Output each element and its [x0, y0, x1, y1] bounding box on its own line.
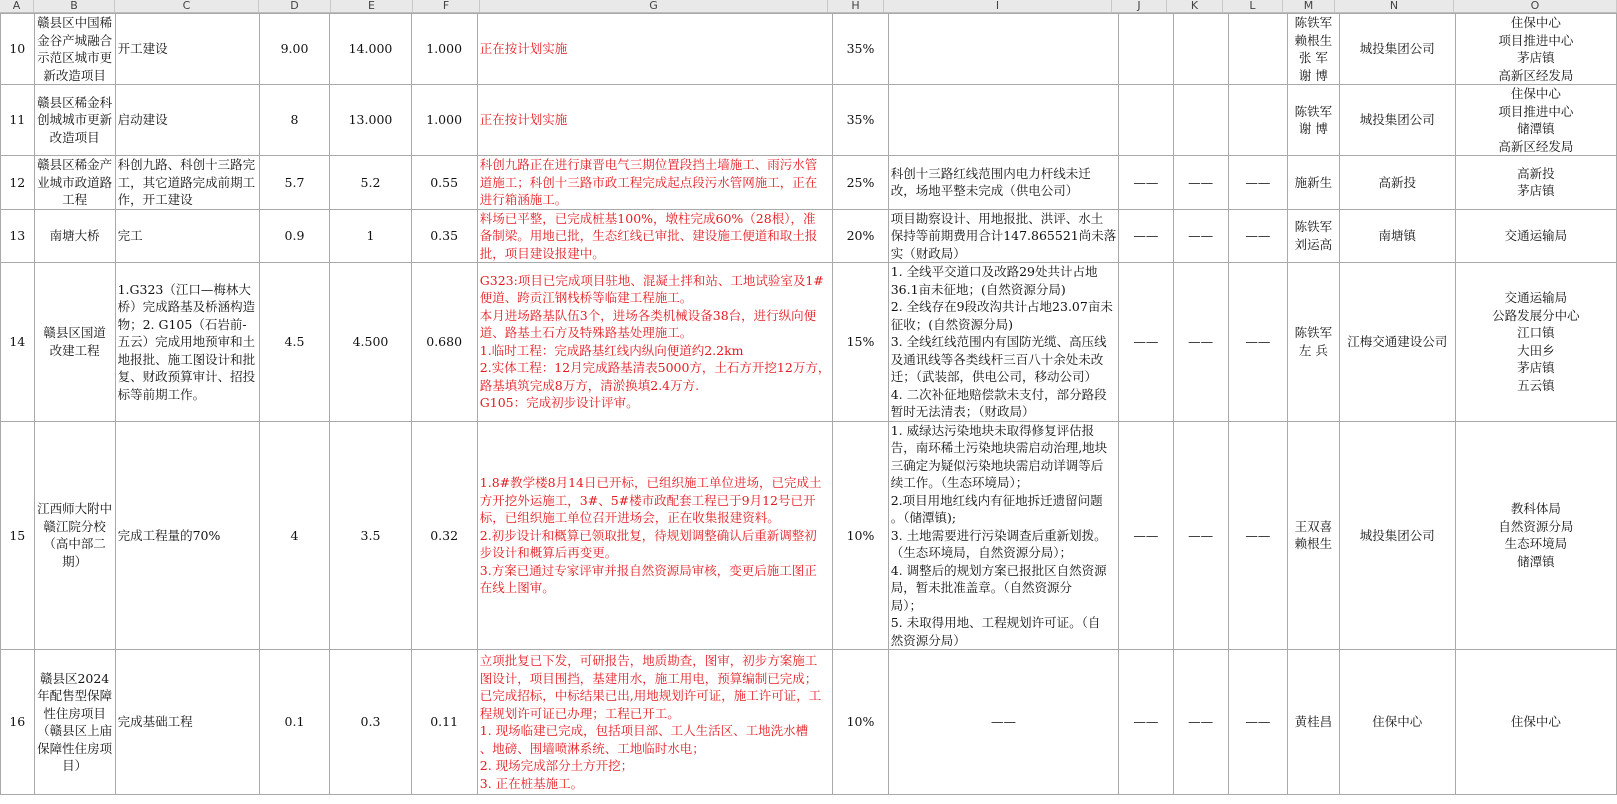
cell-coop-depts-line: 高新区经发局 — [1498, 67, 1574, 83]
cell-progress-line: 道、路基土石方及特殊路基处理施工。 — [479, 325, 693, 341]
cell-issues[interactable] — [888, 209, 1119, 263]
cell-coop-depts-line: 住保中心 — [1510, 86, 1561, 101]
cell-col-k[interactable]: —— — [1173, 421, 1228, 650]
table-row — [1, 14, 1617, 85]
cell-progress-line: 程规划许可证已办理；工程已开工。 — [479, 705, 680, 721]
cell-total-investment[interactable]: 4.5 — [259, 263, 330, 422]
cell-issues-line: 2. 全线存在9段改沟共计占地23.07亩未 — [890, 299, 1113, 314]
cell-col-j[interactable]: —— — [1119, 421, 1173, 650]
cell-project-name-line: 改造项目 — [49, 129, 100, 145]
cell-annual-goal[interactable] — [115, 85, 259, 156]
cell-leaders-line: 陈铁军 — [1294, 15, 1333, 30]
table-row — [1, 209, 1617, 263]
cell-progress-line: 进行箱涵施工。 — [479, 192, 568, 207]
column-header-n[interactable]: N — [1335, 0, 1454, 12]
cell-coop-depts-line: 生态环境局 — [1504, 536, 1568, 552]
cell-col-l[interactable]: —— — [1228, 209, 1287, 263]
column-header-g[interactable]: G — [480, 0, 828, 12]
cell-issues-line: 4. 调整后的规划方案已报批区自然资源 — [890, 562, 1107, 578]
cell-progress-line: 1.8#教学楼8月14日已开标，已组织施工单位进场，已完成土 — [479, 475, 822, 490]
cell-progress-line: 正在按计划实施 — [479, 112, 568, 128]
column-header-i[interactable]: I — [884, 0, 1112, 12]
cell-completed-investment[interactable]: 0.680 — [411, 263, 477, 422]
table-row — [1, 85, 1617, 156]
cell-coop-depts-line: 大田乡 — [1517, 342, 1555, 358]
cell-project-name-line: 年配售型保障 — [37, 688, 113, 703]
cell-issues-line: 36.1亩未征地；(自然资源分局) — [890, 281, 1066, 297]
cell-col-j[interactable]: —— — [1119, 209, 1173, 263]
cell-annual-plan[interactable]: 3.5 — [330, 421, 411, 650]
cell-coop-depts-line: 住保中心 — [1510, 15, 1561, 30]
cell-responsible-unit[interactable]: 城投集团公司 — [1339, 421, 1455, 650]
cell-progress[interactable] — [477, 14, 833, 85]
cell-issues-line: 迁；（武装部，供电公司，移动公司） — [890, 369, 1097, 384]
cell-issues-line: 保持等前期费用合计147.865521尚未落 — [890, 228, 1117, 243]
cell-progress-line: G323:项目已完成项目驻地、混凝土拌和站、工地试验室及1# — [479, 272, 824, 288]
cell-leaders[interactable] — [1287, 263, 1339, 422]
cell-coop-depts[interactable] — [1455, 263, 1616, 422]
column-header-f[interactable]: F — [413, 0, 480, 12]
cell-project-name-line: （赣县区上庙 — [37, 723, 113, 738]
cell-progress-line: 方开挖外运施工，3#、5#楼市政配套工程已于9月12号已开 — [479, 492, 816, 508]
column-header-m[interactable]: M — [1283, 0, 1335, 12]
cell-annual-goal[interactable] — [115, 209, 259, 263]
column-header-b[interactable]: B — [34, 0, 115, 12]
cell-progress[interactable] — [477, 421, 833, 650]
cell-row-number[interactable]: 16 — [1, 650, 35, 795]
cell-coop-depts-line: 交通运输局 — [1504, 228, 1568, 243]
cell-completed-investment[interactable]: 1.000 — [411, 14, 477, 85]
cell-percent[interactable]: 35% — [833, 85, 888, 156]
cell-annual-plan[interactable]: 0.3 — [330, 650, 411, 795]
column-header-o[interactable]: O — [1454, 0, 1617, 12]
cell-coop-depts[interactable] — [1455, 156, 1616, 210]
cell-annual-goal[interactable] — [115, 263, 259, 422]
cell-annual-goal-line: 标等前期工作。 — [117, 386, 206, 402]
cell-progress-line: 1.临时工程：完成路基红线内纵向便道约2.2km — [479, 342, 744, 358]
cell-coop-depts-line: 项目推进中心 — [1498, 103, 1574, 119]
column-header-j[interactable]: J — [1112, 0, 1167, 12]
cell-leaders[interactable] — [1287, 85, 1339, 156]
cell-progress-line: 本月进场路基队伍3个，进场各类机械设备38台，进行纵向便 — [479, 307, 817, 323]
cell-project-name[interactable] — [34, 14, 115, 85]
cell-coop-depts-line: 五云镇 — [1517, 377, 1555, 393]
cell-progress-line: 1. 现场临建已完成，包括项目部、工人生活区、工地洗水槽 — [479, 723, 809, 738]
cell-coop-depts-line: 高新区经发局 — [1498, 138, 1574, 154]
cell-annual-goal-line: 物；2. G105（石岩前- — [117, 316, 247, 332]
cell-progress-line: 、地磅、围墙喷淋系统、工地临时水电； — [479, 740, 705, 756]
cell-leaders-line: 赖根生 — [1294, 32, 1333, 48]
cell-project-name-line: 期） — [62, 553, 88, 569]
cell-annual-goal-line: 开工建设 — [117, 41, 168, 57]
cell-coop-depts-line: 教科体局 — [1510, 501, 1561, 517]
cell-progress[interactable] — [477, 156, 833, 210]
cell-leaders[interactable] — [1287, 650, 1339, 795]
cell-leaders-line: 刘运高 — [1294, 236, 1333, 252]
cell-progress[interactable] — [477, 209, 833, 263]
cell-progress-line: 备制梁。用地已批，生态红线已审批、建设施工便道和取土报 — [479, 228, 818, 243]
cell-project-name-line: 业城市政道路 — [37, 174, 113, 190]
cell-leaders-line: 陈铁军 — [1294, 325, 1333, 341]
column-header-c[interactable]: C — [115, 0, 259, 12]
cell-project-name-line: 江西师大附中 — [37, 501, 113, 517]
cell-issues[interactable] — [888, 421, 1119, 650]
cell-progress[interactable] — [477, 85, 833, 156]
cell-project-name-line: 示范区城市更 — [37, 50, 113, 65]
cell-completed-investment[interactable]: 0.11 — [411, 650, 477, 795]
cell-coop-depts-line: 项目推进中心 — [1498, 32, 1574, 48]
cell-leaders-line: 施新生 — [1294, 174, 1333, 190]
cell-col-l[interactable]: —— — [1228, 156, 1287, 210]
cell-total-investment[interactable]: 5.7 — [259, 156, 330, 210]
cell-col-k[interactable]: —— — [1173, 650, 1228, 795]
cell-percent[interactable]: 10% — [833, 421, 888, 650]
cell-leaders-line: 左 兵 — [1298, 342, 1328, 358]
cell-progress-line: 2.初步设计和概算已领取批复，待规划调整确认后重新调整初 — [479, 527, 817, 543]
cell-issues-line: 局）； — [890, 597, 922, 613]
cell-leaders[interactable] — [1287, 209, 1339, 263]
cell-project-name-line: 赣县区中国稀 — [37, 15, 113, 30]
cell-issues-line: 然资源分局） — [890, 632, 966, 648]
cell-annual-goal[interactable] — [115, 650, 259, 795]
cell-issues-line: 续工作。（生态环境局）； — [890, 475, 1029, 490]
cell-progress-line: G105：完成初步设计评审。 — [479, 395, 639, 411]
cell-project-name-line: 工程 — [62, 192, 88, 207]
cell-percent[interactable]: 25% — [833, 156, 888, 210]
cell-leaders-line: 谢 博 — [1298, 121, 1328, 136]
cell-row-number[interactable]: 12 — [1, 156, 35, 210]
cell-progress-line: 路基填筑完成8万方，清淤换填2.4万方. — [479, 377, 700, 393]
cell-annual-goal-line: 地报批、施工图设计和批 — [117, 351, 256, 367]
cell-responsible-unit[interactable]: 城投集团公司 — [1339, 85, 1455, 156]
cell-progress-line: 科创九路正在进行康晋电气三期位置段挡土墙施工、雨污水管 — [479, 157, 818, 172]
cell-col-k[interactable]: —— — [1173, 209, 1228, 263]
table-row — [1, 650, 1617, 795]
cell-row-number[interactable]: 15 — [1, 421, 35, 650]
cell-row-number[interactable]: 13 — [1, 209, 35, 263]
cell-progress-line: 批，项目建设报建中。 — [479, 245, 605, 261]
cell-coop-depts[interactable] — [1455, 14, 1616, 85]
grid-body — [1, 14, 1617, 795]
cell-coop-depts-line: 茅店镇 — [1517, 50, 1555, 65]
column-header-e[interactable]: E — [331, 0, 413, 12]
cell-progress[interactable] — [477, 263, 833, 422]
cell-project-name-line: 赣县区2024 — [39, 670, 110, 686]
cell-project-name-line: 性住房项目 — [43, 705, 106, 721]
cell-leaders-line: 谢 博 — [1298, 67, 1328, 83]
cell-project-name[interactable] — [34, 209, 115, 263]
cell-coop-depts-line: 储潭镇 — [1517, 553, 1555, 569]
cell-col-l[interactable] — [1228, 14, 1287, 85]
cell-issues-line: 及通讯线等各类线杆三百八十余处未改 — [890, 351, 1104, 367]
cell-progress-line: 在线上图审。 — [479, 580, 555, 595]
cell-progress-line: 已完成招标，中标结果已出,用地规划许可证，施工许可证，工 — [479, 688, 822, 703]
cell-annual-goal-line: 完成工程量的70% — [117, 527, 221, 543]
cell-responsible-unit[interactable]: 江梅交通建设公司 — [1339, 263, 1455, 422]
cell-progress-line: 2. 现场完成部分土方开挖； — [479, 758, 634, 773]
cell-project-name-line: 目） — [62, 758, 88, 773]
cell-issues-line: 征收；(自然资源分局) — [890, 316, 1013, 332]
cell-annual-goal-line: 五云）完成用地预审和土 — [117, 334, 256, 349]
cell-project-name-line: 赣县区国道 — [43, 325, 106, 341]
cell-leaders[interactable] — [1287, 156, 1339, 210]
cell-project-name-line: 保障性住房项 — [37, 740, 113, 756]
column-header-l[interactable]: L — [1223, 0, 1283, 12]
cell-coop-depts[interactable] — [1455, 209, 1616, 263]
cell-row-number[interactable]: 14 — [1, 263, 35, 422]
cell-progress-line: 料场已平整，已完成桩基100%，墩柱完成60%（28根），准 — [479, 210, 816, 226]
column-header-bar — [0, 0, 1617, 13]
cell-leaders-line: 张 军 — [1298, 50, 1328, 65]
cell-issues-line: 1. 全线平交道口及改路29处共计占地 — [890, 264, 1098, 279]
cell-progress-line: 便道、跨贡江钢栈桥等临建工程施工。 — [479, 290, 693, 306]
cell-completed-investment[interactable]: 1.000 — [411, 85, 477, 156]
column-header-a[interactable]: A — [0, 0, 34, 12]
cell-annual-plan[interactable]: 14.000 — [330, 14, 411, 85]
cell-issues-line: 3. 土地需要进行污染调查后重新划拨。 — [890, 527, 1107, 543]
cell-col-j[interactable]: —— — [1119, 650, 1173, 795]
cell-issues-line: 局，暂未批准盖章。（自然资源分 — [890, 580, 1072, 595]
cell-progress-line: 3. 正在桩基施工。 — [479, 775, 584, 791]
cell-col-k[interactable] — [1173, 14, 1228, 85]
cell-leaders[interactable] — [1287, 421, 1339, 650]
cell-project-name-line: 赣县区稀金科 — [37, 94, 113, 110]
cell-annual-goal-line: 启动建设 — [117, 112, 168, 128]
cell-col-k[interactable]: —— — [1173, 263, 1228, 422]
cell-col-k[interactable] — [1173, 85, 1228, 156]
cell-coop-depts-line: 住保中心 — [1510, 714, 1561, 730]
cell-coop-depts-line: 自然资源分局 — [1498, 518, 1574, 534]
cell-annual-plan[interactable]: 13.000 — [330, 85, 411, 156]
cell-col-j[interactable] — [1119, 85, 1173, 156]
cell-annual-goal[interactable] — [115, 14, 259, 85]
cell-coop-depts-line: 茅店镇 — [1517, 183, 1555, 199]
cell-col-l[interactable]: —— — [1228, 263, 1287, 422]
cell-issues-line: 5. 未取得用地、工程规划许可证。（自 — [890, 615, 1101, 630]
cell-annual-goal-line: 桥）完成路基及桥涵构造 — [117, 299, 256, 314]
cell-percent[interactable]: 20% — [833, 209, 888, 263]
cell-project-name-line: 新改造项目 — [43, 67, 106, 83]
cell-progress-line: 图设计，项目围挡，基建用水，施工用电，预算编制已完成； — [479, 670, 818, 686]
cell-row-number[interactable]: 11 — [1, 85, 35, 156]
cell-progress-line: 步设计和概算后再变更。 — [479, 545, 618, 560]
cell-project-name-line: 赣江院分校 — [43, 518, 106, 534]
spreadsheet-grid — [0, 13, 1617, 795]
cell-completed-investment[interactable]: 0.32 — [411, 421, 477, 650]
cell-leaders-line: 陈铁军 — [1294, 219, 1333, 235]
cell-annual-goal[interactable] — [115, 156, 259, 210]
cell-percent[interactable]: 35% — [833, 14, 888, 85]
cell-leaders[interactable] — [1287, 14, 1339, 85]
cell-total-investment[interactable]: 9.00 — [259, 14, 330, 85]
cell-col-k[interactable]: —— — [1173, 156, 1228, 210]
cell-coop-depts-line: 交通运输局 — [1504, 290, 1568, 306]
cell-project-name[interactable] — [34, 650, 115, 795]
cell-col-j[interactable] — [1119, 14, 1173, 85]
cell-issues[interactable] — [888, 85, 1119, 156]
cell-percent[interactable]: 10% — [833, 650, 888, 795]
cell-progress-line: 2.实体工程：12月完成路基清表5000方，土石方开挖12万方， — [479, 360, 831, 376]
cell-project-name[interactable] — [34, 263, 115, 422]
column-header-k[interactable]: K — [1167, 0, 1223, 12]
cell-issues-line: 改，场地平整未完成（供电公司） — [890, 183, 1079, 199]
column-header-d[interactable]: D — [259, 0, 331, 12]
cell-annual-goal-line: 作，开工建设 — [117, 192, 193, 207]
cell-project-name[interactable] — [34, 156, 115, 210]
cell-annual-goal-line: 完工 — [117, 228, 143, 243]
cell-leaders-line: 陈铁军 — [1294, 103, 1333, 119]
table-row — [1, 421, 1617, 650]
cell-project-name-line: 改建工程 — [49, 342, 100, 358]
cell-coop-depts[interactable] — [1455, 650, 1616, 795]
cell-responsible-unit[interactable]: 住保中心 — [1339, 650, 1455, 795]
cell-issues-line: 实（财政局） — [890, 245, 966, 261]
cell-project-name-line: 金谷产城融合 — [37, 32, 113, 48]
cell-coop-depts[interactable] — [1455, 85, 1616, 156]
cell-issues-line: 。（储潭镇); — [890, 510, 957, 525]
cell-annual-goal-line: 工，其它道路完成前期工 — [117, 174, 256, 190]
column-header-h[interactable]: H — [828, 0, 884, 12]
cell-issues-line: 2.项目用地红线内有征地拆迁遗留问题 — [890, 492, 1103, 508]
cell-completed-investment[interactable]: 0.55 — [411, 156, 477, 210]
cell-project-name[interactable] — [34, 85, 115, 156]
cell-issues-line: 告，南环稀土污染地块需启动治理,地块 — [890, 440, 1108, 455]
cell-annual-goal-line: 复、财政预算审计、招投 — [117, 369, 256, 384]
cell-progress[interactable] — [477, 650, 833, 795]
cell-progress-line: 道施工；科创十三路市政工程完成起点段污水管网施工，正在 — [479, 174, 818, 190]
cell-issues-line: 暂时无法清表；（财政局） — [890, 404, 1035, 419]
cell-issues[interactable] — [888, 263, 1119, 422]
cell-coop-depts-line: 江口镇 — [1517, 325, 1555, 341]
cell-project-name[interactable] — [34, 421, 115, 650]
cell-responsible-unit[interactable]: 城投集团公司 — [1339, 14, 1455, 85]
cell-issues[interactable]: —— — [888, 650, 1119, 795]
cell-percent[interactable]: 15% — [833, 263, 888, 422]
cell-project-name-line: 赣县区稀金产 — [37, 157, 113, 172]
cell-project-name-line: 创城城市更新 — [37, 112, 113, 128]
cell-progress-line: 立项批复已下发，可研报告，地质勘查，图审，初步方案施工 — [479, 653, 818, 668]
cell-issues-line: （生态环境局，自然资源分局）； — [890, 545, 1072, 560]
cell-leaders-line: 赖根生 — [1294, 536, 1333, 552]
cell-total-investment[interactable]: 0.9 — [259, 209, 330, 263]
cell-progress-line: 标，已组织施工单位召开进场会，正在收集报建资料。 — [479, 510, 780, 525]
cell-row-number[interactable]: 10 — [1, 14, 35, 85]
cell-responsible-unit[interactable]: 南塘镇 — [1339, 209, 1455, 263]
cell-col-l[interactable] — [1228, 85, 1287, 156]
cell-total-investment[interactable]: 4 — [259, 421, 330, 650]
table-row — [1, 263, 1617, 422]
cell-col-j[interactable]: —— — [1119, 156, 1173, 210]
cell-project-name-line: 南塘大桥 — [49, 228, 100, 243]
cell-annual-goal[interactable] — [115, 421, 259, 650]
cell-total-investment[interactable]: 8 — [259, 85, 330, 156]
cell-issues-line: 4. 二次补征地赔偿款未支付，部分路段 — [890, 386, 1107, 402]
cell-issues-line: 3. 全线红线范围内有国防光缆、高压线 — [890, 334, 1107, 349]
cell-col-j[interactable]: —— — [1119, 263, 1173, 422]
cell-annual-plan[interactable]: 4.500 — [330, 263, 411, 422]
cell-col-l[interactable]: —— — [1228, 650, 1287, 795]
cell-annual-plan[interactable]: 5.2 — [330, 156, 411, 210]
cell-issues-line: 三确定为疑似污染地块需启动详调等后 — [890, 457, 1104, 473]
cell-progress-line: 3.方案已通过专家评审并报自然资源局审核，变更后施工图正 — [479, 562, 817, 578]
cell-annual-goal-line: 完成基础工程 — [117, 714, 193, 730]
cell-coop-depts-line: 茅店镇 — [1517, 360, 1555, 376]
cell-issues[interactable] — [888, 14, 1119, 85]
cell-annual-goal-line: 科创九路、科创十三路完 — [117, 157, 256, 172]
cell-leaders-line: 黄桂昌 — [1294, 714, 1333, 730]
cell-responsible-unit[interactable]: 高新投 — [1339, 156, 1455, 210]
cell-coop-depts-line: 高新投 — [1517, 165, 1555, 181]
cell-coop-depts-line: 公路发展分中心 — [1492, 307, 1580, 323]
cell-issues-line: 1. 威绿达污染地块未取得修复评估报 — [890, 422, 1095, 438]
cell-completed-investment[interactable]: 0.35 — [411, 209, 477, 263]
cell-col-l[interactable]: —— — [1228, 421, 1287, 650]
cell-coop-depts-line: 储潭镇 — [1517, 121, 1555, 136]
cell-leaders-line: 王双喜 — [1294, 518, 1333, 534]
cell-issues-line: 项目勘察设计、用地报批、洪评、水土 — [890, 210, 1104, 226]
cell-coop-depts[interactable] — [1455, 421, 1616, 650]
cell-issues-line: 科创十三路红线范围内电力杆线未迁 — [890, 165, 1091, 181]
table-row — [1, 156, 1617, 210]
cell-annual-goal-line: 1.G323（江口—梅林大 — [117, 281, 251, 297]
cell-total-investment[interactable]: 0.1 — [259, 650, 330, 795]
cell-progress-line: 正在按计划实施 — [479, 41, 568, 57]
cell-annual-plan[interactable]: 1 — [330, 209, 411, 263]
cell-project-name-line: （高中部二 — [43, 536, 106, 552]
cell-issues[interactable] — [888, 156, 1119, 210]
